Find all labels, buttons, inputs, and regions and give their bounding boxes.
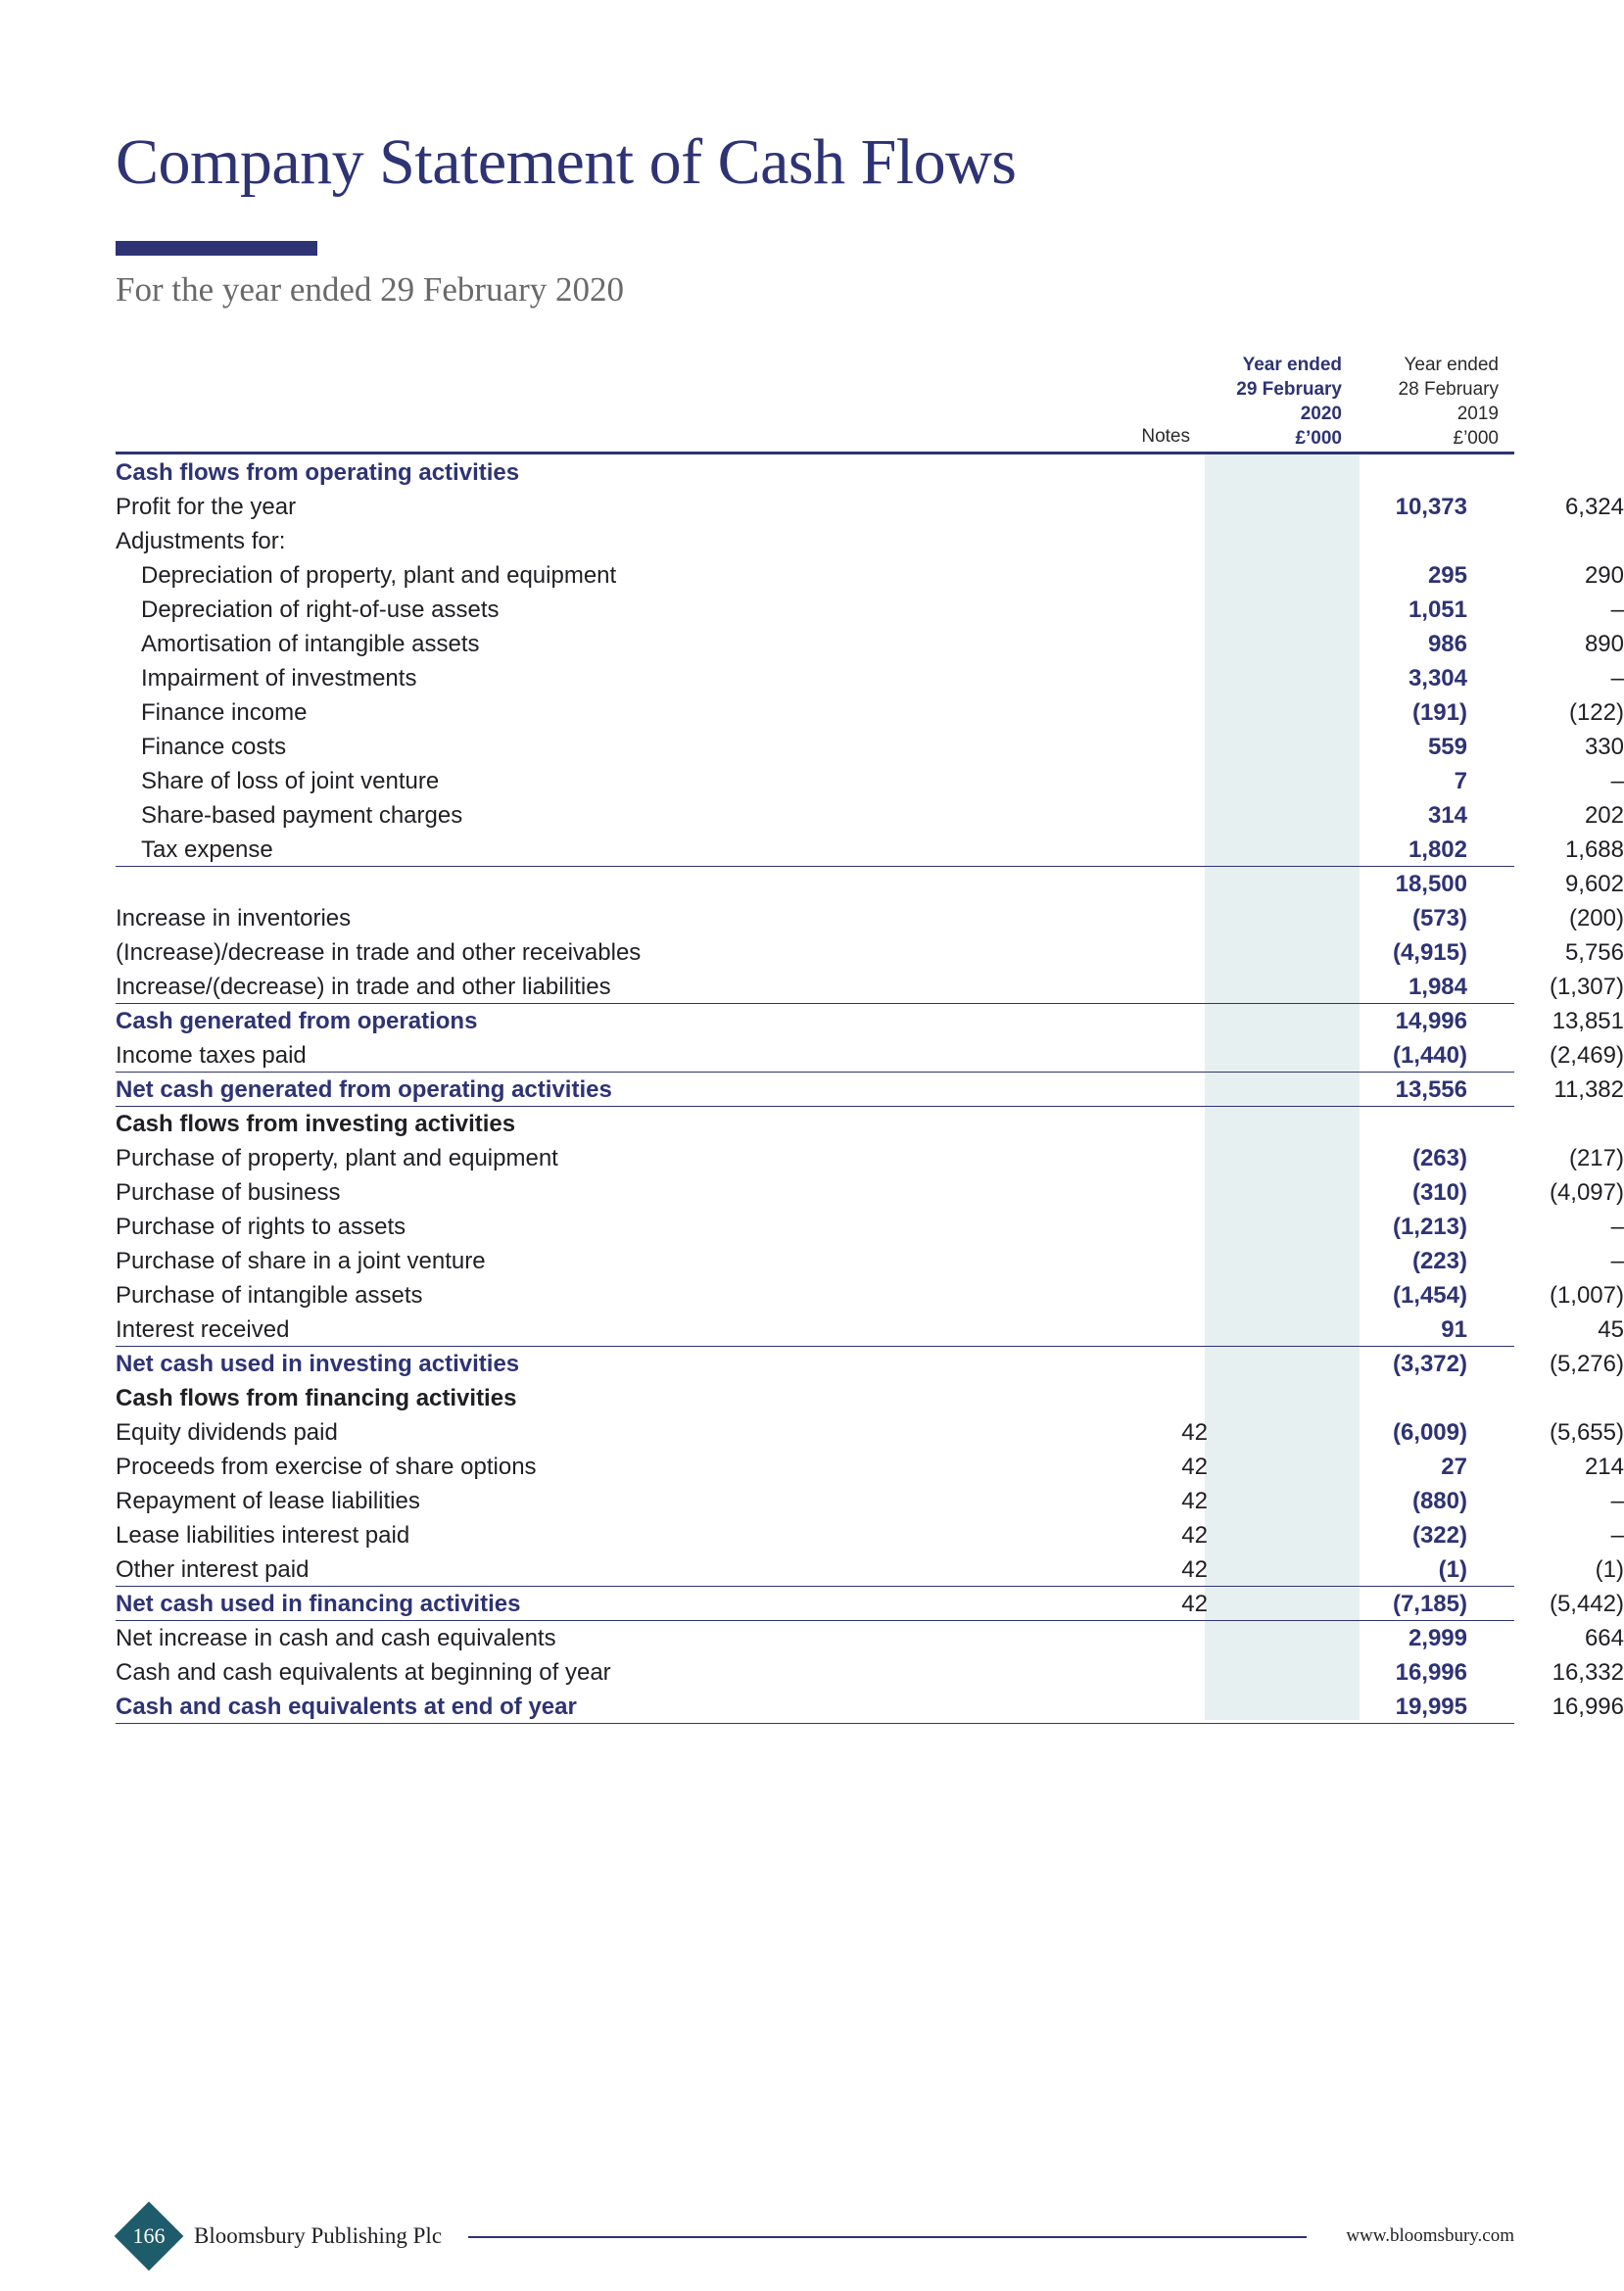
row-value-2019: 202	[1584, 802, 1624, 829]
table-row	[116, 661, 1624, 695]
table-row	[116, 524, 1514, 558]
cash-flow-table	[116, 455, 1624, 1724]
row-label: Net cash used in investing activities	[116, 1351, 520, 1377]
row-label: Net cash used in financing activities	[116, 1591, 521, 1617]
row-value-2020: 3,304	[1408, 665, 1467, 692]
row-label: Increase/(decrease) in trade and other liabilities	[116, 974, 611, 1000]
row-value-2020: (4,915)	[1392, 939, 1467, 966]
row-label: Interest received	[116, 1316, 290, 1343]
row-value-2020: 1,802	[1408, 836, 1467, 863]
row-value-2020: (1)	[1438, 1556, 1467, 1583]
table-row	[116, 1450, 1624, 1484]
row-value-2019: 16,996	[1552, 1694, 1624, 1720]
table-row	[116, 1347, 1624, 1381]
website-link[interactable]: www.bloomsbury.com	[1346, 2225, 1514, 2246]
table-row	[116, 1313, 1624, 1347]
row-label: Cash generated from operations	[116, 1008, 478, 1034]
row-value-2020: 18,500	[1395, 871, 1467, 897]
row-label: Equity dividends paid	[116, 1419, 338, 1446]
table-row	[116, 764, 1624, 798]
row-label: Proceeds from exercise of share options	[116, 1454, 537, 1480]
column-header-current-line: £’000	[1295, 428, 1342, 449]
row-value-2019: –	[1610, 1488, 1624, 1514]
row-value-2020: (1,213)	[1392, 1214, 1467, 1240]
row-label: Net cash generated from operating activities	[116, 1076, 612, 1103]
row-value-2019: (1,007)	[1549, 1282, 1624, 1309]
table-row	[116, 1381, 1514, 1415]
row-value-2020: 2,999	[1408, 1625, 1467, 1651]
row-value-2019: (1)	[1595, 1556, 1624, 1583]
table-row	[116, 935, 1624, 970]
row-label: Finance costs	[141, 734, 287, 760]
row-label: Income taxes paid	[116, 1042, 307, 1069]
table-row	[116, 1004, 1624, 1038]
table-row	[116, 695, 1624, 730]
row-value-2020: (3,372)	[1392, 1351, 1467, 1377]
row-value-2020: 13,556	[1395, 1076, 1467, 1103]
row-value-2020: 91	[1441, 1316, 1467, 1343]
table-row	[116, 1518, 1624, 1552]
row-label: Purchase of intangible assets	[116, 1282, 423, 1309]
table-row	[116, 593, 1624, 627]
row-label: Lease liabilities interest paid	[116, 1522, 410, 1549]
row-value-2020: (1,440)	[1392, 1042, 1467, 1069]
row-note: 42	[1181, 1591, 1208, 1617]
table-row	[116, 1038, 1624, 1073]
row-value-2020: (6,009)	[1392, 1419, 1467, 1446]
row-value-2020: 1,984	[1408, 974, 1467, 1000]
row-value-2019: 45	[1598, 1316, 1624, 1343]
row-label: Cash and cash equivalents at beginning of year	[116, 1659, 611, 1686]
row-value-2020: 1,051	[1408, 597, 1467, 623]
row-value-2019: –	[1610, 665, 1624, 692]
row-value-2020: 986	[1427, 631, 1467, 657]
row-value-2020: 10,373	[1395, 494, 1467, 520]
row-label: Cash flows from operating activities	[116, 459, 520, 486]
row-value-2019: (217)	[1568, 1145, 1624, 1171]
row-label: Share of loss of joint venture	[141, 768, 440, 794]
row-label: Tax expense	[141, 836, 273, 863]
table-row	[116, 1655, 1624, 1690]
row-value-2019: –	[1610, 1522, 1624, 1549]
column-header-prior-year	[1322, 353, 1499, 451]
row-label: Other interest paid	[116, 1556, 310, 1583]
row-value-2019: 16,332	[1552, 1659, 1624, 1686]
table-row	[116, 798, 1624, 833]
column-header-current-line: Year ended	[1242, 355, 1342, 375]
row-label: Share-based payment charges	[141, 802, 463, 829]
row-value-2019: (122)	[1568, 699, 1624, 726]
row-value-2020: (191)	[1411, 699, 1467, 726]
row-value-2019: 5,756	[1564, 939, 1624, 966]
row-value-2019: –	[1610, 768, 1624, 794]
table-row	[116, 1690, 1624, 1724]
row-value-2019: –	[1610, 597, 1624, 623]
page-subtitle: For the year ended 29 February 2020	[116, 270, 625, 309]
table-row	[116, 627, 1624, 661]
table-row	[116, 1175, 1624, 1210]
row-value-2019: 13,851	[1552, 1008, 1624, 1034]
row-label: Depreciation of right-of-use assets	[141, 597, 500, 623]
row-label: Net increase in cash and cash equivalents	[116, 1625, 556, 1651]
row-value-2020: 27	[1441, 1454, 1467, 1480]
row-label: Repayment of lease liabilities	[116, 1488, 420, 1514]
row-value-2019: (2,469)	[1549, 1042, 1624, 1069]
row-value-2019: 11,382	[1553, 1076, 1624, 1103]
row-note: 42	[1181, 1556, 1208, 1583]
table-row	[116, 1244, 1624, 1278]
row-label: Cash flows from financing activities	[116, 1385, 517, 1411]
row-label: Purchase of property, plant and equipment	[116, 1145, 558, 1171]
table-row	[116, 1621, 1624, 1655]
row-value-2019: (4,097)	[1549, 1179, 1624, 1206]
column-header-prior-line: 2019	[1457, 404, 1499, 424]
table-row	[116, 867, 1624, 901]
row-label: Impairment of investments	[141, 665, 417, 692]
column-header-current-line: 29 February	[1236, 379, 1342, 400]
row-value-2020: 14,996	[1395, 1008, 1467, 1034]
footer-divider	[468, 2236, 1307, 2238]
row-value-2019: 1,688	[1564, 836, 1624, 863]
title-accent-bar	[116, 241, 317, 256]
table-row	[116, 1141, 1624, 1175]
row-label: Profit for the year	[116, 494, 297, 520]
row-label: Adjustments for:	[116, 528, 286, 554]
row-label: Finance income	[141, 699, 308, 726]
row-label: Purchase of rights to assets	[116, 1214, 406, 1240]
column-header-current-line: 2020	[1300, 404, 1342, 424]
row-label: Increase in inventories	[116, 905, 352, 931]
row-value-2019: 214	[1584, 1454, 1624, 1480]
table-row	[116, 901, 1624, 935]
row-value-2019: 6,324	[1564, 494, 1624, 520]
row-value-2019: 664	[1584, 1625, 1624, 1651]
row-value-2019: 9,602	[1564, 871, 1624, 897]
table-row	[116, 1073, 1624, 1107]
row-value-2020: 19,995	[1395, 1694, 1467, 1720]
table-row	[116, 1107, 1514, 1141]
table-row	[116, 833, 1624, 867]
row-note: 42	[1181, 1454, 1208, 1480]
row-value-2020: (310)	[1411, 1179, 1467, 1206]
column-header-notes: Notes	[1141, 426, 1190, 447]
row-note: 42	[1181, 1419, 1208, 1446]
table-row	[116, 1278, 1624, 1313]
row-value-2019: (5,276)	[1549, 1351, 1624, 1377]
table-row	[116, 1415, 1624, 1450]
row-label: (Increase)/decrease in trade and other receivables	[116, 939, 642, 966]
page-title: Company Statement of Cash Flows	[116, 126, 1017, 198]
row-value-2020: (1,454)	[1392, 1282, 1467, 1309]
row-value-2020: (322)	[1411, 1522, 1467, 1549]
row-note: 42	[1181, 1488, 1208, 1514]
row-value-2020: 7	[1454, 768, 1467, 794]
row-value-2020: 295	[1427, 562, 1467, 589]
row-value-2019: –	[1610, 1214, 1624, 1240]
row-value-2019: –	[1610, 1248, 1624, 1274]
row-label: Purchase of business	[116, 1179, 341, 1206]
row-label: Depreciation of property, plant and equipment	[141, 562, 617, 589]
row-value-2020: (263)	[1411, 1145, 1467, 1171]
column-header-prior-line: Year ended	[1404, 355, 1499, 375]
row-value-2019: (5,655)	[1549, 1419, 1624, 1446]
row-value-2020: 559	[1427, 734, 1467, 760]
table-row	[116, 558, 1624, 593]
row-value-2019: 290	[1584, 562, 1624, 589]
table-row	[116, 1484, 1624, 1518]
row-value-2019: 890	[1584, 631, 1624, 657]
row-value-2020: (880)	[1411, 1488, 1467, 1514]
table-row	[116, 490, 1624, 524]
row-value-2019: (200)	[1568, 905, 1624, 931]
table-row	[116, 730, 1624, 764]
table-row	[116, 1210, 1624, 1244]
table-row	[116, 1552, 1624, 1587]
row-value-2019: (1,307)	[1549, 974, 1624, 1000]
table-row	[116, 1587, 1624, 1621]
row-label: Purchase of share in a joint venture	[116, 1248, 486, 1274]
row-value-2020: (7,185)	[1392, 1591, 1467, 1617]
table-row	[116, 970, 1624, 1004]
row-value-2020: 314	[1427, 802, 1467, 829]
publisher-name: Bloomsbury Publishing Plc	[194, 2223, 443, 2248]
row-value-2020: (223)	[1411, 1248, 1467, 1274]
column-header-current-year	[1166, 353, 1342, 451]
row-value-2019: 330	[1584, 734, 1624, 760]
table-row	[116, 455, 1514, 490]
page-number: 166	[132, 2223, 166, 2248]
row-value-2020: (573)	[1411, 905, 1467, 931]
row-label: Cash flows from investing activities	[116, 1111, 516, 1137]
header-divider	[116, 452, 1514, 454]
row-note: 42	[1181, 1522, 1208, 1549]
row-value-2019: (5,442)	[1549, 1591, 1624, 1617]
row-label: Amortisation of intangible assets	[141, 631, 480, 657]
column-header-prior-line: £’000	[1453, 428, 1499, 449]
column-header-prior-line: 28 February	[1398, 379, 1499, 400]
row-label: Cash and cash equivalents at end of year	[116, 1694, 577, 1720]
row-value-2020: 16,996	[1395, 1659, 1467, 1686]
